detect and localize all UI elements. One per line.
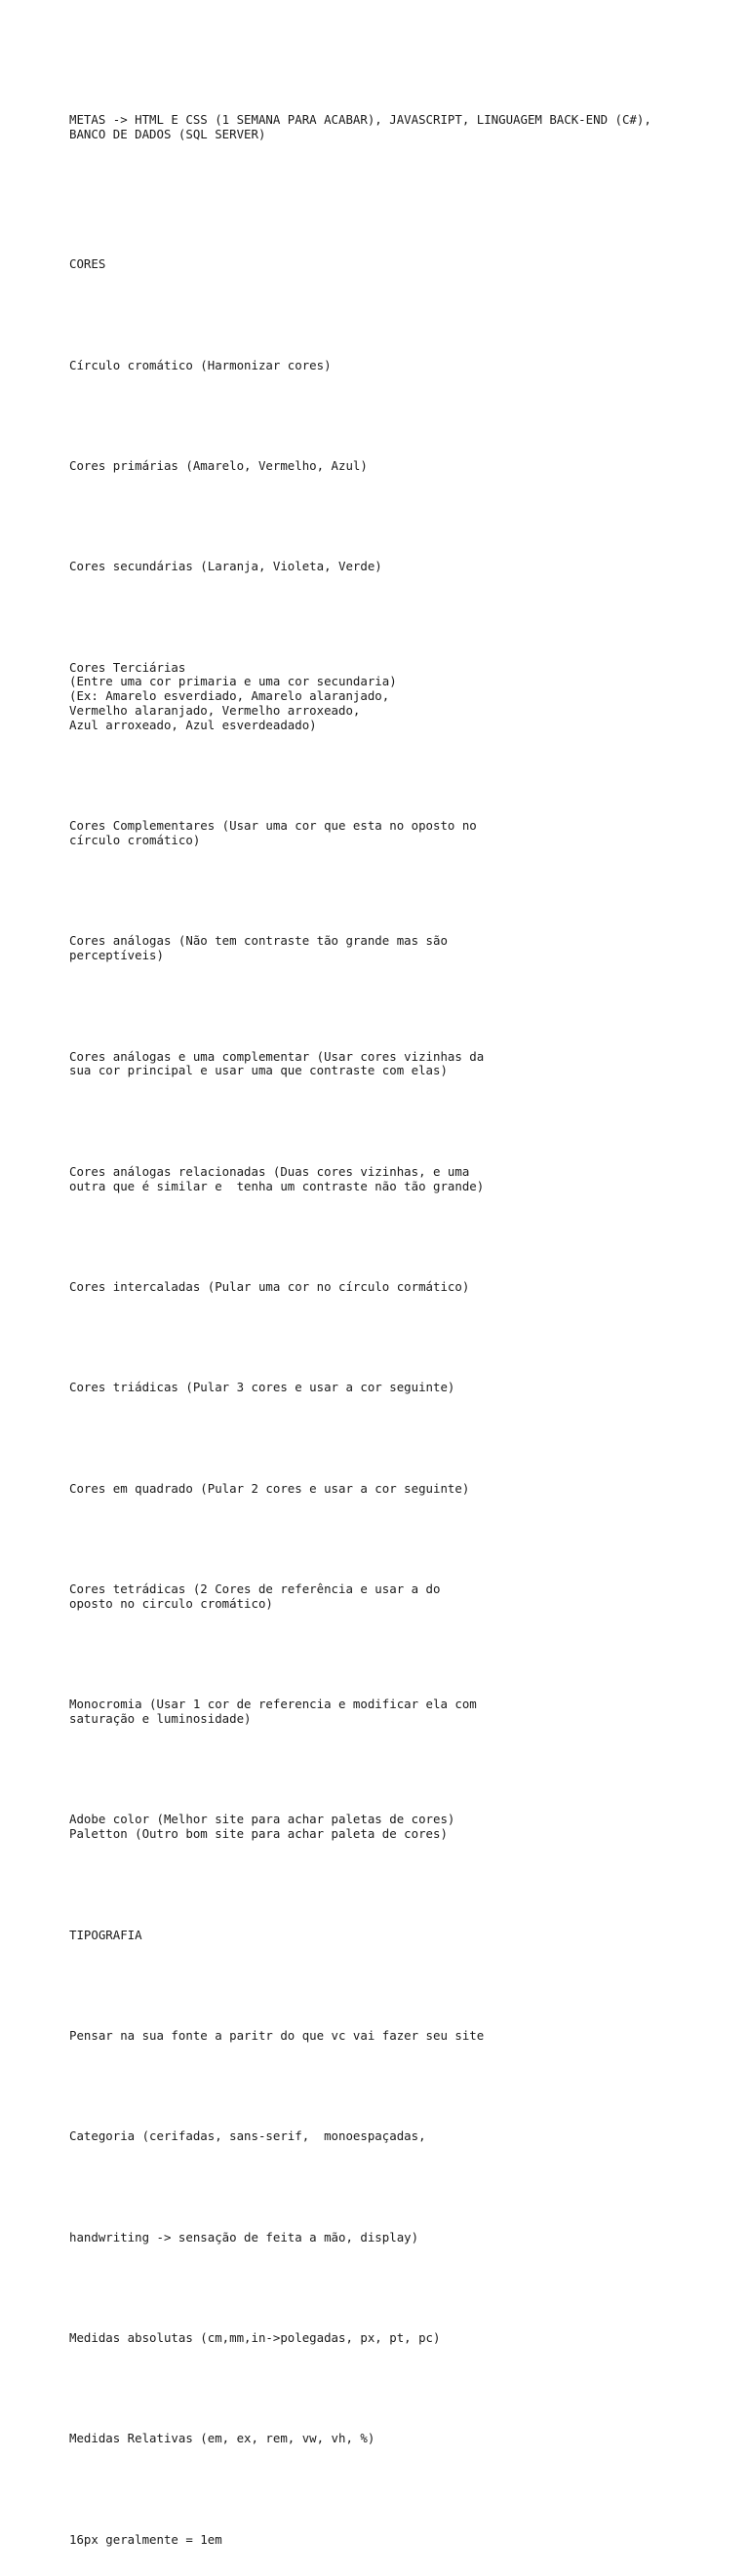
paragraph-quadrado [69, 1482, 713, 1497]
text-line: Círculo cromático (Harmonizar cores) [69, 357, 332, 372]
text-line: (Entre uma cor primaria e uma cor secundaria) [69, 674, 397, 689]
text-line: oposto no circulo cromático) [69, 1595, 273, 1611]
text-line: Pensar na sua fonte a paritr do que vc vai fazer seu site [69, 2027, 485, 2043]
text-line: Cores análogas (Não tem contraste tão grande mas são [69, 933, 448, 949]
paragraph-tetradicas [69, 1582, 713, 1612]
text-line: Cores análogas relacionadas (Duas cores vizinhas, e uma [69, 1163, 470, 1179]
paragraph-handwriting [69, 2231, 713, 2245]
paragraph-pensar-fonte [69, 2029, 713, 2044]
paragraph-16px [69, 2533, 713, 2548]
text-line: Paletton (Outro bom site para achar paleta de cores) [69, 1826, 448, 1842]
text-line: Cores tetrádicas (2 Cores de referência e usar a do [69, 1581, 441, 1597]
text-line: Cores primárias (Amarelo, Vermelho, Azul) [69, 457, 368, 473]
paragraph-terciarias [69, 661, 713, 733]
paragraph-medidas-relativas [69, 2432, 713, 2446]
text-line: Medidas absolutas (cm,mm,in->polegadas, px, pt, pc) [69, 2330, 441, 2346]
text-line: handwriting -> sensação de feita a mão, display) [69, 2229, 419, 2244]
text-line: Cores triádicas (Pular 3 cores e usar a cor seguinte) [69, 1380, 455, 1395]
paragraph-analogas [69, 934, 713, 963]
text-line: Cores Complementares (Usar uma cor que esta no oposto no [69, 818, 477, 834]
text-line: Cores Terciárias [69, 659, 186, 675]
section-heading-cores: CORES [69, 256, 106, 272]
text-line: Categoria (cerifadas, sans-serif, monoespaçadas, [69, 2128, 426, 2144]
document-page [69, 70, 713, 2576]
text-line: Cores intercaladas (Pular uma cor no círculo cormático) [69, 1278, 470, 1294]
text-line: BANCO DE DADOS (SQL SERVER) [69, 127, 266, 142]
text-line: círculo cromático) [69, 833, 201, 848]
paragraph-monocromia [69, 1698, 713, 1727]
paragraph-categoria [69, 2129, 713, 2144]
text-line: Vermelho alaranjado, Vermelho arroxeado, [69, 703, 361, 719]
paragraph-intercaladas [69, 1280, 713, 1295]
text-line: Medidas Relativas (em, ex, rem, vw, vh, %) [69, 2431, 375, 2446]
paragraph-analogas-relacionadas [69, 1165, 713, 1194]
text-line: saturação e luminosidade) [69, 1711, 252, 1726]
text-line: Cores em quadrado (Pular 2 cores e usar a cor seguinte) [69, 1480, 470, 1496]
text-line: Cores análogas e uma complementar (Usar cores vizinhas da [69, 1048, 485, 1064]
text-line: (Ex: Amarelo esverdiado, Amarelo alaranjado, [69, 688, 390, 704]
paragraph-medidas-absolutas [69, 2331, 713, 2346]
text-line: sua cor principal e usar uma que contraste com elas) [69, 1063, 448, 1078]
text-line: Azul arroxeado, Azul esverdeadado) [69, 717, 317, 732]
paragraph-sites-paletas [69, 1813, 713, 1842]
text-line: outra que é similar e tenha um contraste não tão grande) [69, 1178, 485, 1193]
text-line: perceptíveis) [69, 948, 164, 963]
text-line: Cores secundárias (Laranja, Violeta, Verde) [69, 559, 382, 574]
text-line: Adobe color (Melhor site para achar paletas de cores) [69, 1812, 455, 1827]
intro-paragraph [69, 113, 713, 142]
paragraph-circulo [69, 359, 713, 373]
paragraph-complementares [69, 819, 713, 848]
paragraph-primarias [69, 459, 713, 474]
text-line: METAS -> HTML E CSS (1 SEMANA PARA ACABAR), JAVASCRIPT, LINGUAGEM BACK-END (C#), [69, 112, 651, 128]
section-heading-tipografia: TIPOGRAFIA [69, 1927, 142, 1942]
text-line: Monocromia (Usar 1 cor de referencia e modificar ela com [69, 1697, 477, 1712]
text-line: 16px geralmente = 1em [69, 2531, 222, 2547]
paragraph-analogas-complementar [69, 1050, 713, 1079]
paragraph-secundarias [69, 560, 713, 574]
paragraph-triadicas [69, 1381, 713, 1395]
